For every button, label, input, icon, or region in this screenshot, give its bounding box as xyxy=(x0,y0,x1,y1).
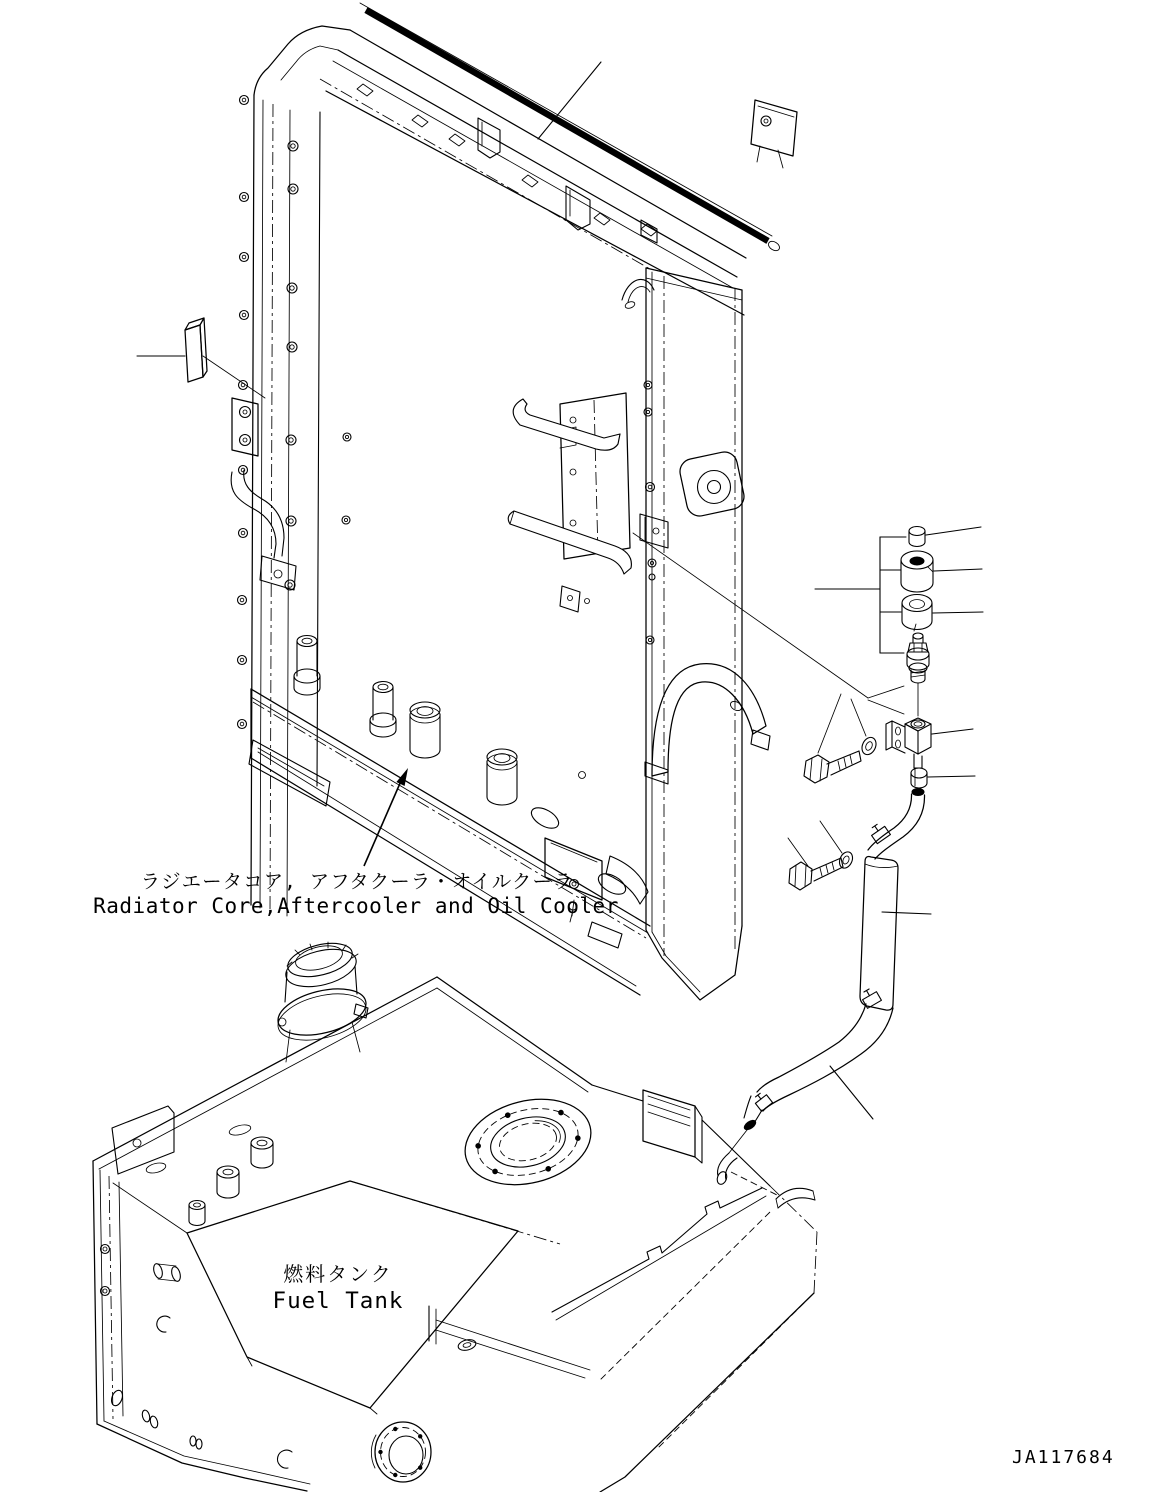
tank-bottom-flange xyxy=(371,1422,431,1482)
tank-corner-box xyxy=(592,1085,702,1163)
radiator-assembly xyxy=(231,26,797,1000)
parts-bracket-lines xyxy=(815,537,906,653)
sender-flange xyxy=(456,1087,600,1198)
radiator-side-plug xyxy=(678,450,747,519)
drain-elbow xyxy=(886,718,973,768)
fuel-tank-label-ja: 燃料タンク xyxy=(283,1262,393,1286)
radiator-top-rail xyxy=(254,26,797,315)
radiator-left-column xyxy=(231,95,351,916)
filler-cap xyxy=(273,937,370,1062)
radiator-label-ja: ラジエータコア, アフタクーラ・オイルクーラ xyxy=(140,870,574,893)
drain-hose xyxy=(716,788,931,1196)
drawing-number: JA117684 xyxy=(1012,1447,1115,1468)
bolt-lower xyxy=(788,838,843,890)
hose-to-tank-link xyxy=(731,1172,779,1196)
hose-sleeve xyxy=(860,857,931,1011)
radiator-right-column xyxy=(622,268,770,1000)
hose-end-fitting xyxy=(716,1153,737,1186)
seal-strip xyxy=(360,3,781,253)
parts-stack xyxy=(633,527,983,891)
mount-collar-large xyxy=(901,551,982,592)
hose-clamp-3 xyxy=(752,1091,772,1111)
radiator-label-en: Radiator Core,Aftercooler and Oil Cooler xyxy=(93,894,619,918)
internal-piping xyxy=(508,393,631,612)
sleeve-leader xyxy=(882,912,931,914)
radiator-to-valve-leader xyxy=(633,533,868,698)
pad-part xyxy=(137,318,265,398)
deck-bosses xyxy=(145,1123,273,1332)
fuel-tank-callout xyxy=(273,1262,404,1314)
radiator-callout xyxy=(93,768,619,918)
radiator-bottom-tray xyxy=(249,636,650,996)
lower-right-deck xyxy=(429,1306,590,1378)
washer-upper xyxy=(851,699,879,757)
fuel-tank xyxy=(93,937,817,1492)
left-wall-details xyxy=(101,1245,293,1469)
bolt-upper xyxy=(804,694,861,783)
mount-collar-small xyxy=(902,595,983,632)
hose-clamp-2 xyxy=(860,986,882,1008)
cap-plug xyxy=(909,527,981,547)
pipe-stub-1 xyxy=(294,636,320,696)
hose-leader xyxy=(830,1066,873,1119)
washer-lower xyxy=(820,821,855,870)
drain-plug xyxy=(911,768,975,788)
tank-port-fitting xyxy=(776,1188,815,1208)
pipe-stub-3 xyxy=(410,702,440,758)
bleeder-valve xyxy=(907,633,929,683)
fuel-tank-label-en: Fuel Tank xyxy=(272,1288,404,1314)
pipe-stub-4 xyxy=(487,749,517,805)
pipe-stub-2 xyxy=(370,682,396,738)
